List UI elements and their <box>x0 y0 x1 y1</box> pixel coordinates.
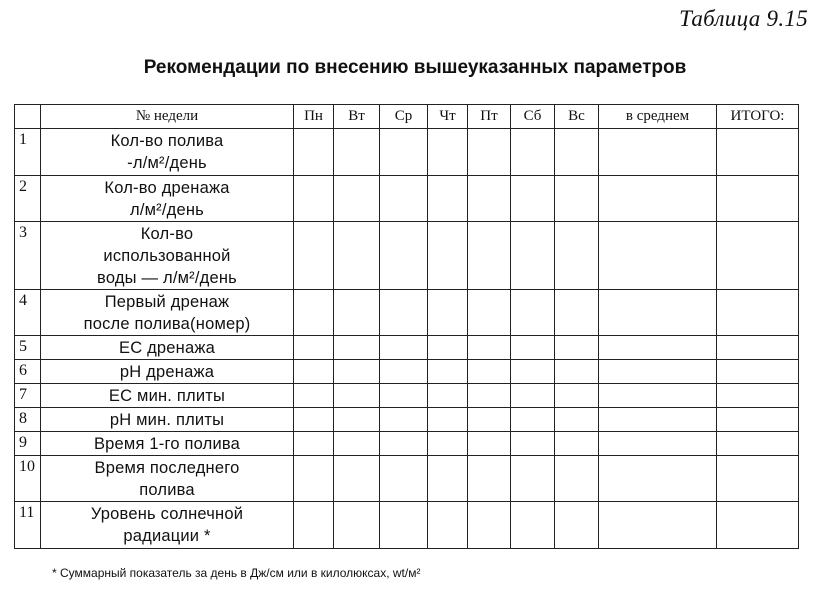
parameter-cell <box>41 336 294 360</box>
parameter-cell <box>41 176 294 222</box>
empty-value-cell[interactable] <box>294 384 334 408</box>
empty-value-cell[interactable] <box>334 360 380 384</box>
empty-value-cell[interactable] <box>380 129 428 176</box>
empty-value-cell[interactable] <box>599 408 717 432</box>
empty-value-cell[interactable] <box>468 336 511 360</box>
empty-value-cell[interactable] <box>380 222 428 290</box>
parameter-line: ЕС дренажа <box>119 339 215 357</box>
empty-value-cell[interactable] <box>555 408 599 432</box>
empty-value-cell[interactable] <box>294 360 334 384</box>
empty-value-cell[interactable] <box>717 456 799 502</box>
header-day-tue: Вт <box>334 105 380 129</box>
empty-value-cell[interactable] <box>294 176 334 222</box>
header-day-thu: Чт <box>428 105 468 129</box>
empty-value-cell[interactable] <box>555 176 599 222</box>
row-number: 5 <box>15 336 41 360</box>
parameter-line: использованной <box>103 247 231 265</box>
empty-value-cell[interactable] <box>468 502 511 549</box>
row-number: 4 <box>15 290 41 336</box>
empty-value-cell[interactable] <box>599 502 717 549</box>
empty-value-cell[interactable] <box>555 336 599 360</box>
parameter-line: Кол-во полива <box>110 132 224 150</box>
row-number: 8 <box>15 408 41 432</box>
parameter-cell <box>41 408 294 432</box>
empty-value-cell[interactable] <box>334 129 380 176</box>
empty-value-cell[interactable] <box>555 384 599 408</box>
empty-value-cell[interactable] <box>468 408 511 432</box>
empty-value-cell[interactable] <box>428 336 468 360</box>
header-number-cell <box>15 105 41 129</box>
empty-value-cell[interactable] <box>717 336 799 360</box>
empty-value-cell[interactable] <box>599 129 717 176</box>
footnote: * Суммарный показатель за день в Дж/см или в килолюксах, wt/м² <box>52 566 421 580</box>
empty-value-cell[interactable] <box>511 432 555 456</box>
header-day-wed: Ср <box>380 105 428 129</box>
table-body <box>15 129 799 549</box>
empty-value-cell[interactable] <box>599 222 717 290</box>
parameter-line: -л/м²/день <box>127 154 207 172</box>
empty-value-cell[interactable] <box>428 290 468 336</box>
empty-value-cell[interactable] <box>599 432 717 456</box>
empty-value-cell[interactable] <box>380 456 428 502</box>
table-row <box>15 176 799 222</box>
parameters-table <box>14 104 799 549</box>
header-day-fri: Пт <box>468 105 511 129</box>
parameter-line: Первый дренаж <box>104 293 230 311</box>
table-row <box>15 502 799 549</box>
empty-value-cell[interactable] <box>468 360 511 384</box>
empty-value-cell[interactable] <box>294 129 334 176</box>
empty-value-cell[interactable] <box>428 360 468 384</box>
table-row <box>15 408 799 432</box>
parameter-cell <box>41 502 294 549</box>
empty-value-cell[interactable] <box>468 384 511 408</box>
empty-value-cell[interactable] <box>555 129 599 176</box>
empty-value-cell[interactable] <box>717 432 799 456</box>
row-number: 6 <box>15 360 41 384</box>
table-row <box>15 222 799 290</box>
parameter-line: pH мин. плиты <box>109 411 225 429</box>
empty-value-cell[interactable] <box>380 432 428 456</box>
row-number: 7 <box>15 384 41 408</box>
empty-value-cell[interactable] <box>555 360 599 384</box>
empty-value-cell[interactable] <box>334 290 380 336</box>
empty-value-cell[interactable] <box>380 176 428 222</box>
empty-value-cell[interactable] <box>717 360 799 384</box>
empty-value-cell[interactable] <box>334 336 380 360</box>
empty-value-cell[interactable] <box>428 222 468 290</box>
empty-value-cell[interactable] <box>555 502 599 549</box>
parameter-line: Время 1-го полива <box>93 435 241 453</box>
empty-value-cell[interactable] <box>334 408 380 432</box>
empty-value-cell[interactable] <box>717 502 799 549</box>
empty-value-cell[interactable] <box>428 502 468 549</box>
empty-value-cell[interactable] <box>380 408 428 432</box>
parameter-line: после полива(номер) <box>83 315 251 333</box>
empty-value-cell[interactable] <box>468 290 511 336</box>
empty-value-cell[interactable] <box>294 502 334 549</box>
parameter-line: воды — л/м²/день <box>97 269 237 287</box>
empty-value-cell[interactable] <box>555 222 599 290</box>
parameter-line: полива <box>139 481 195 499</box>
row-number: 11 <box>15 502 41 549</box>
empty-value-cell[interactable] <box>511 176 555 222</box>
header-day-mon: Пн <box>294 105 334 129</box>
parameter-line: л/м²/день <box>130 201 204 219</box>
empty-value-cell[interactable] <box>294 336 334 360</box>
page-title: Рекомендации по внесению вышеуказанных параметров <box>143 57 687 78</box>
empty-value-cell[interactable] <box>717 176 799 222</box>
empty-value-cell[interactable] <box>599 176 717 222</box>
empty-value-cell[interactable] <box>717 222 799 290</box>
parameter-cell <box>41 432 294 456</box>
parameter-line: pH дренажа <box>119 363 215 381</box>
header-row <box>15 105 799 129</box>
empty-value-cell[interactable] <box>555 456 599 502</box>
empty-value-cell[interactable] <box>380 384 428 408</box>
table-row <box>15 432 799 456</box>
header-day-sat: Сб <box>511 105 555 129</box>
empty-value-cell[interactable] <box>511 408 555 432</box>
empty-value-cell[interactable] <box>380 336 428 360</box>
parameter-cell <box>41 456 294 502</box>
parameter-cell <box>41 360 294 384</box>
header-average: в среднем <box>599 105 717 129</box>
empty-value-cell[interactable] <box>294 222 334 290</box>
row-number: 10 <box>15 456 41 502</box>
empty-value-cell[interactable] <box>599 290 717 336</box>
table-row <box>15 336 799 360</box>
empty-value-cell[interactable] <box>334 502 380 549</box>
empty-value-cell[interactable] <box>717 129 799 176</box>
empty-value-cell[interactable] <box>380 290 428 336</box>
empty-value-cell[interactable] <box>294 432 334 456</box>
empty-value-cell[interactable] <box>511 456 555 502</box>
empty-value-cell[interactable] <box>428 384 468 408</box>
row-number: 2 <box>15 176 41 222</box>
empty-value-cell[interactable] <box>294 290 334 336</box>
empty-value-cell[interactable] <box>334 176 380 222</box>
empty-value-cell[interactable] <box>468 129 511 176</box>
empty-value-cell[interactable] <box>380 502 428 549</box>
table-row <box>15 384 799 408</box>
empty-value-cell[interactable] <box>511 360 555 384</box>
empty-value-cell[interactable] <box>294 456 334 502</box>
parameter-cell <box>41 222 294 290</box>
row-number: 3 <box>15 222 41 290</box>
table-number-label: Таблица 9.15 <box>679 6 808 31</box>
empty-value-cell[interactable] <box>294 408 334 432</box>
table-row <box>15 129 799 176</box>
empty-value-cell[interactable] <box>468 432 511 456</box>
empty-value-cell[interactable] <box>511 129 555 176</box>
empty-value-cell[interactable] <box>511 336 555 360</box>
empty-value-cell[interactable] <box>511 502 555 549</box>
empty-value-cell[interactable] <box>380 360 428 384</box>
empty-value-cell[interactable] <box>511 222 555 290</box>
table-row <box>15 360 799 384</box>
empty-value-cell[interactable] <box>334 456 380 502</box>
parameter-line: Кол-во дренажа <box>104 179 230 197</box>
header-day-sun: Вс <box>555 105 599 129</box>
empty-value-cell[interactable] <box>428 408 468 432</box>
empty-value-cell[interactable] <box>468 176 511 222</box>
empty-value-cell[interactable] <box>511 384 555 408</box>
empty-value-cell[interactable] <box>334 222 380 290</box>
empty-value-cell[interactable] <box>599 384 717 408</box>
empty-value-cell[interactable] <box>428 176 468 222</box>
row-number: 9 <box>15 432 41 456</box>
empty-value-cell[interactable] <box>334 384 380 408</box>
parameter-cell <box>41 129 294 176</box>
empty-value-cell[interactable] <box>717 384 799 408</box>
empty-value-cell[interactable] <box>717 290 799 336</box>
parameter-cell <box>41 290 294 336</box>
empty-value-cell[interactable] <box>717 408 799 432</box>
empty-value-cell[interactable] <box>511 290 555 336</box>
empty-value-cell[interactable] <box>555 432 599 456</box>
parameter-line: Кол-во <box>140 225 194 243</box>
parameter-cell <box>41 384 294 408</box>
row-number: 1 <box>15 129 41 176</box>
empty-value-cell[interactable] <box>428 456 468 502</box>
empty-value-cell[interactable] <box>599 336 717 360</box>
parameter-line: Время последнего <box>94 459 240 477</box>
table-row <box>15 290 799 336</box>
empty-value-cell[interactable] <box>599 456 717 502</box>
empty-value-cell[interactable] <box>468 222 511 290</box>
empty-value-cell[interactable] <box>468 456 511 502</box>
parameter-line: Уровень солнечной <box>90 505 244 523</box>
table-row <box>15 456 799 502</box>
empty-value-cell[interactable] <box>428 129 468 176</box>
empty-value-cell[interactable] <box>555 290 599 336</box>
empty-value-cell[interactable] <box>428 432 468 456</box>
header-total: ИТОГО: <box>717 105 799 129</box>
header-week: № недели <box>41 105 294 129</box>
parameter-line: ЕС мин. плиты <box>108 387 226 405</box>
parameter-line: радиации * <box>123 527 211 545</box>
empty-value-cell[interactable] <box>599 360 717 384</box>
empty-value-cell[interactable] <box>334 432 380 456</box>
